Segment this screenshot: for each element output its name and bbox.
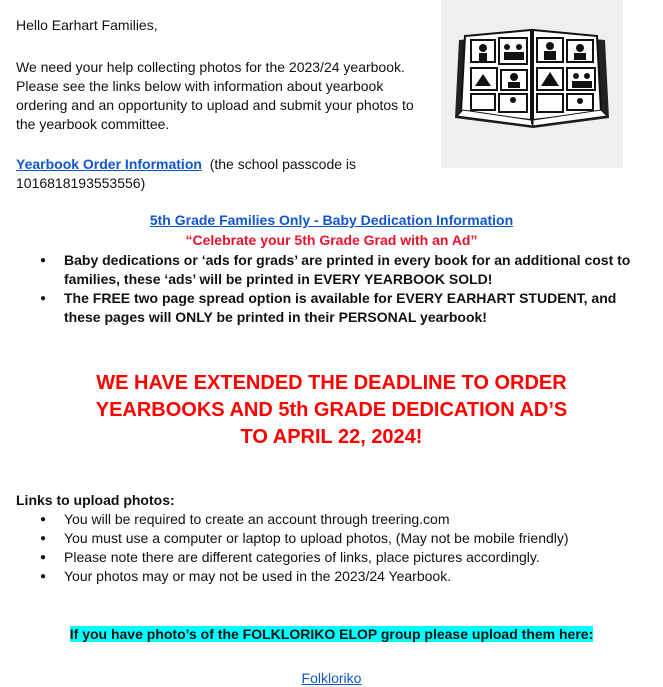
greeting: Hello Earhart Families, [16,17,158,33]
baby-dedication-section-title [0,212,663,228]
open-book-illustration [441,0,623,168]
order-paragraph [16,155,436,193]
deadline-line: YEARBOOKS AND 5th GRADE DEDICATION AD’S [95,399,568,421]
list-item: ● You must use a computer or laptop to upload photos, (May not be mobile friendly) [16,529,656,548]
upload-links-heading: Links to upload photos: [16,492,175,508]
list-item: ● You will be required to create an account through treering.com [16,510,656,529]
yearbook-order-link[interactable]: Yearbook Order Information [16,156,202,172]
deadline-announcement [0,370,663,451]
list-item: ● Please note there are different categories of links, place pictures accordingly. [16,548,656,567]
intro-paragraph: We need your help collecting photos for the 2023/24 yearbook. Please see the links below with information about yearbook ordering and an opportunity to upload and submit your photos to the yearbook committee. [16,59,414,132]
celebrate-tagline: “Celebrate your 5th Grade Grad with an Ad” [185,232,478,248]
passcode-note: (the school passcode is 1016818193553556) [16,156,357,191]
upload-bullets [16,510,656,586]
baby-dedication-link[interactable]: 5th Grade Families Only - Baby Dedication Information [149,212,514,228]
baby-dedication-bullets [16,251,656,327]
deadline-line: WE HAVE EXTENDED THE DEADLINE TO ORDER [96,372,567,394]
folkloriko-highlight: If you have photo’s of the FOLKLORIKO ELOP group please upload them here: [69,626,594,642]
folkloriko-link[interactable]: Folkloriko [301,670,362,686]
list-item: ● Your photos may or may not be used in the 2023/24 Yearbook. [16,567,656,586]
book-icon [441,0,623,168]
list-item: ● The FREE two page spread option is available for EVERY EARHART STUDENT, and these pages will ONLY be printed in their PERSONAL yearbook! [16,289,656,327]
folkloriko-link-row [0,670,663,686]
deadline-line: TO APRIL 22, 2024! [240,426,423,448]
folkloriko-note [0,626,663,642]
list-item: ● Baby dedications or ‘ads for grads’ are printed in every book for an additional cost to families, these ‘ads’ will be printed in EVERY YEARBOOK SOLD! [16,251,656,289]
